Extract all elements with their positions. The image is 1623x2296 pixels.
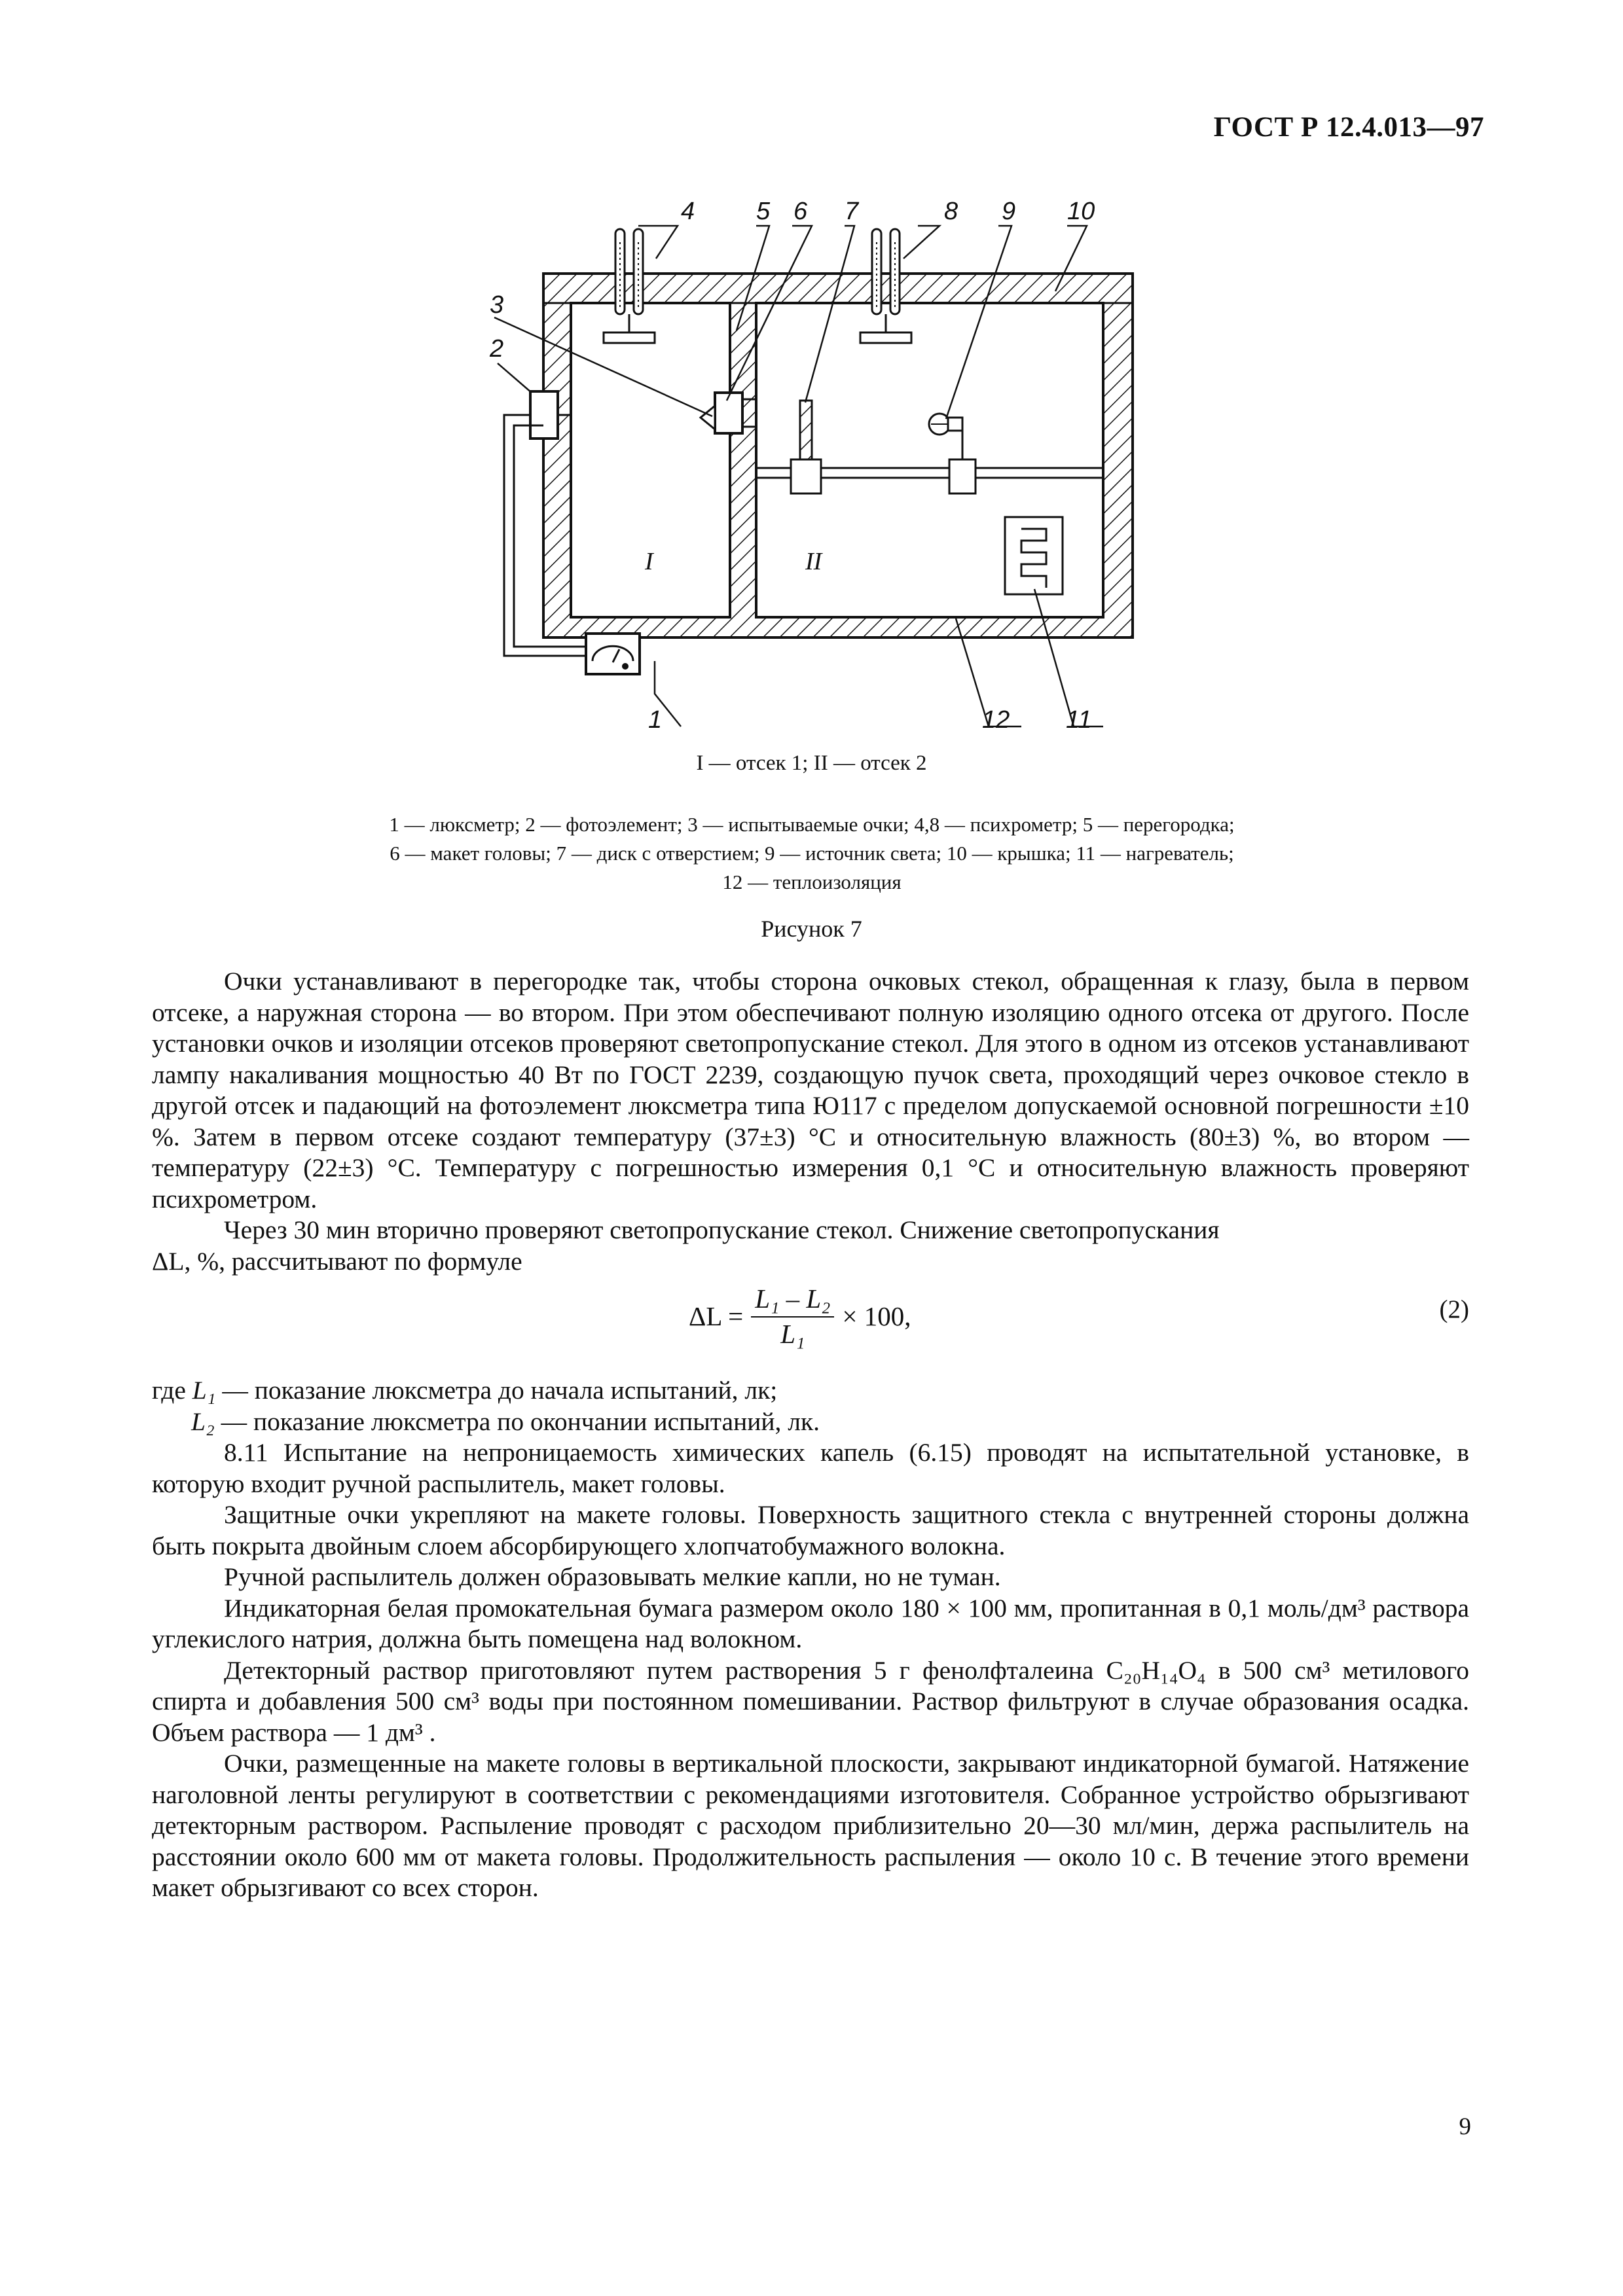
legend-line: 1 — люксметр; 2 — фотоэлемент; 3 — испытываемые очки; 4,8 — психрометр; 5 — перегородка; xyxy=(389,813,1235,836)
formula-fraction xyxy=(751,1283,834,1350)
where-symbol: L₂ xyxy=(191,1407,215,1436)
legend-line: 6 — макет головы; 7 — диск с отверстием; 9 — источник света; 10 — крышка; 11 — нагреватель; xyxy=(390,842,1234,865)
where-symbol: L₁ xyxy=(192,1376,216,1405)
label-compartment-2: II xyxy=(805,548,822,575)
luxmeter xyxy=(586,634,640,674)
paragraph: Очки устанавливают в перегородке так, чтобы сторона очковых стекол, обращенная к глазу, была в первом отсеке, а наружная сторона — во втором. При этом обеспечивают полную изоляцию одного отсека от другого. После установки очков и изоляции отсеков проверяют светопропускание стекол. Для этого в одном из отсеков устанавливают лампу накаливания мощностью 40 Вт по ГОСТ 2239, создающую пучок света, проходящий через очковое стекло в другой отсек и падающий на фотоэлемент люксметра типа Ю117 с пределом допускаемой основной погрешности ±10 %. Затем в первом отсеке создают температуру (37±3) °С и относительную влажность (80±3) %, во втором — температуру (22±3) °С. Температуру с погрешностью измерения 0,1 °С и относительную влажность проверяют психрометром. xyxy=(152,967,1469,1213)
where-definition xyxy=(152,1407,1469,1438)
paragraph: Ручной распылитель должен образовывать мелкие капли, но не туман. xyxy=(224,1562,1001,1591)
page-number: 9 xyxy=(1459,2113,1471,2140)
label-8: 8 xyxy=(944,198,958,225)
paragraph: Очки, размещенные на макете головы в вертикальной плоскости, закрывают индикаторной бумагой. Натяжение наголовной ленты регулируют в соответствии с рекомендациями изготовителя. Собранное устройство обрызгивают детекторным раствором. Распыление проводят с расходом приблизительно 20—30 мл/мин, держа распылитель на расстоянии около 600 мм от макета головы. Продолжительность распыления — около 10 с. В течение этого времени макет обрызгивают со всех сторон. xyxy=(152,1749,1469,1902)
paragraph: Через 30 мин вторично проверяют светопропускание стекол. Снижение светопропускания xyxy=(224,1215,1220,1244)
test-chamber-diagram xyxy=(0,0,1623,746)
where-text: — показание люксметра по окончании испытаний, лк. xyxy=(221,1407,820,1436)
where-text: — показание люксметра до начала испытаний, лк; xyxy=(222,1376,778,1405)
label-5: 5 xyxy=(756,198,771,225)
standard-header: ГОСТ Р 12.4.013—97 xyxy=(1213,112,1484,143)
where-prefix: где xyxy=(152,1376,186,1405)
label-4: 4 xyxy=(681,198,695,225)
label-compartment-1: I xyxy=(645,548,653,575)
formula xyxy=(689,1283,911,1350)
formula-number: (2) xyxy=(1439,1295,1469,1323)
formula-row xyxy=(152,1277,1469,1375)
label-11: 11 xyxy=(1066,706,1092,734)
paragraph: Индикаторная белая промокательная бумага размером около 180 × 100 мм, пропитанная в 0,1 моль/дм³ раствора углекислого натрия, должна быть помещена над волокном. xyxy=(152,1593,1469,1653)
paragraph: ΔL, %, рассчитывают по формуле xyxy=(152,1246,522,1276)
heater xyxy=(1005,517,1063,594)
label-3: 3 xyxy=(490,291,504,319)
formula-rhs: × 100, xyxy=(842,1300,911,1331)
compartments-caption: I — отсек 1; II — отсек 2 xyxy=(696,751,927,775)
label-10: 10 xyxy=(1067,198,1095,225)
body-text xyxy=(152,966,1469,1904)
paragraph: 8.11 Испытание на непроницаемость химических капель (6.15) проводят на испытательной установке, в которую входит ручной распылитель, макет головы. xyxy=(152,1438,1469,1498)
label-6: 6 xyxy=(793,198,808,225)
formula-lhs: ΔL = xyxy=(689,1300,744,1331)
paragraph: Детекторный раствор приготовляют путем растворения 5 г фенолфталеина C₂₀H₁₄O₄ в 500 см³ метилового спирта и добавления 500 см³ воды при постоянном помешивании. Раствор фильтруют в случае образования осадка. Объем раствора — 1 дм³ . xyxy=(152,1655,1469,1747)
formula-numerator: L₁ – L₂ xyxy=(751,1283,834,1318)
figure-legend xyxy=(216,810,1408,897)
where-definition xyxy=(152,1375,1469,1407)
figure-title: Рисунок 7 xyxy=(761,916,862,942)
legend-line: 12 — теплоизоляция xyxy=(722,870,902,893)
label-9: 9 xyxy=(1002,198,1016,225)
label-7: 7 xyxy=(845,198,859,225)
formula-denominator: L₁ xyxy=(780,1318,805,1349)
label-1: 1 xyxy=(648,706,663,734)
paragraph: Защитные очки укрепляют на макете головы. Поверхность защитного стекла с внутренней стороны должна быть покрыта двойным слоем абсорбирующего хлопчатобумажного волокна. xyxy=(152,1500,1469,1560)
label-12: 12 xyxy=(982,706,1010,734)
label-2: 2 xyxy=(490,335,504,363)
